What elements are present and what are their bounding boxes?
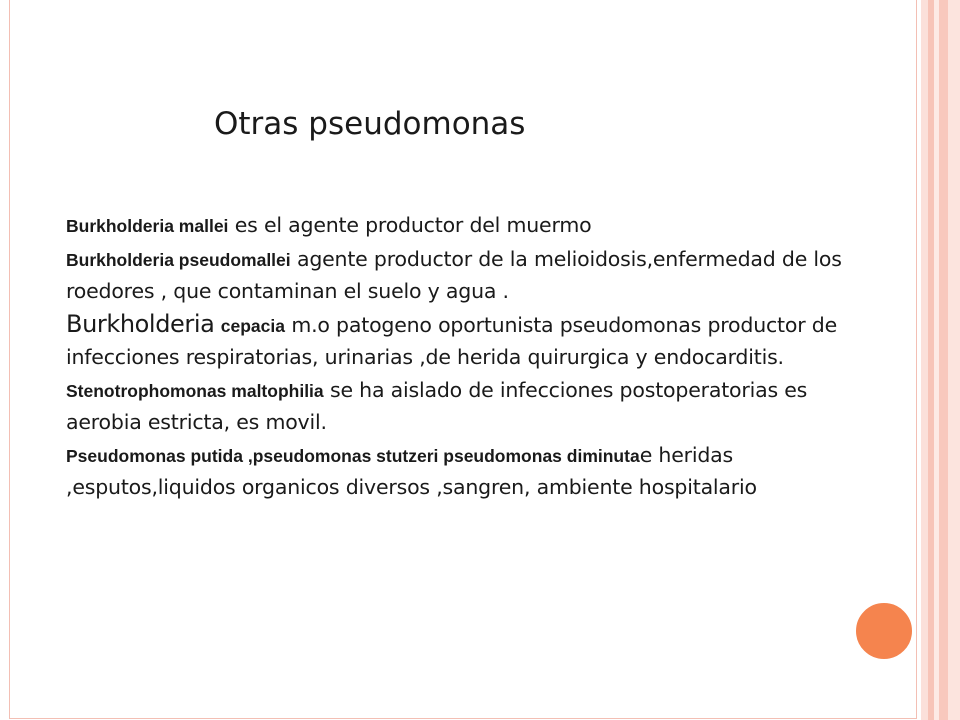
- slide-body: [66, 210, 856, 503]
- organism-description: e heridas ,esputos,liquidos organicos diversos ,sangren, ambiente hospitalario: [66, 443, 757, 499]
- organism-name: Pseudomonas putida ,pseudomonas stutzeri pseudomonas diminuta: [66, 446, 640, 466]
- decorative-circle: [853, 600, 915, 662]
- organism-name: Burkholderia pseudomallei: [66, 250, 291, 270]
- paragraph-pseudomonas-others: [66, 440, 856, 503]
- paragraph-burkholderia-cepacia: [66, 309, 856, 373]
- paragraph-burkholderia-mallei: [66, 210, 856, 242]
- slide-title: Otras pseudomonas: [214, 106, 526, 142]
- organism-name: Burkholderia mallei: [66, 216, 229, 236]
- organism-description: se ha aislado de infecciones postoperatorias es aerobia estricta, es movil.: [66, 378, 808, 434]
- organism-description: agente productor de la melioidosis,enfermedad de los roedores , que contaminan el suelo y agua .: [66, 247, 842, 303]
- organism-name: Stenotrophomonas maltophilia: [66, 381, 324, 401]
- paragraph-stenotrophomonas-maltophilia: [66, 375, 856, 438]
- decorative-stripe: [921, 0, 928, 720]
- organism-species: cepacia: [220, 316, 285, 336]
- organism-description: es el agente productor del muermo: [228, 213, 592, 237]
- organism-genus: Burkholderia: [66, 310, 215, 338]
- organism-description: m.o patogeno oportunista pseudomonas productor de infecciones respiratorias, urinarias ,de herida quirurgica y endocarditis.: [66, 313, 838, 369]
- decorative-stripe: [948, 0, 960, 720]
- decorative-stripe: [939, 0, 948, 720]
- paragraph-burkholderia-pseudomallei: [66, 244, 856, 307]
